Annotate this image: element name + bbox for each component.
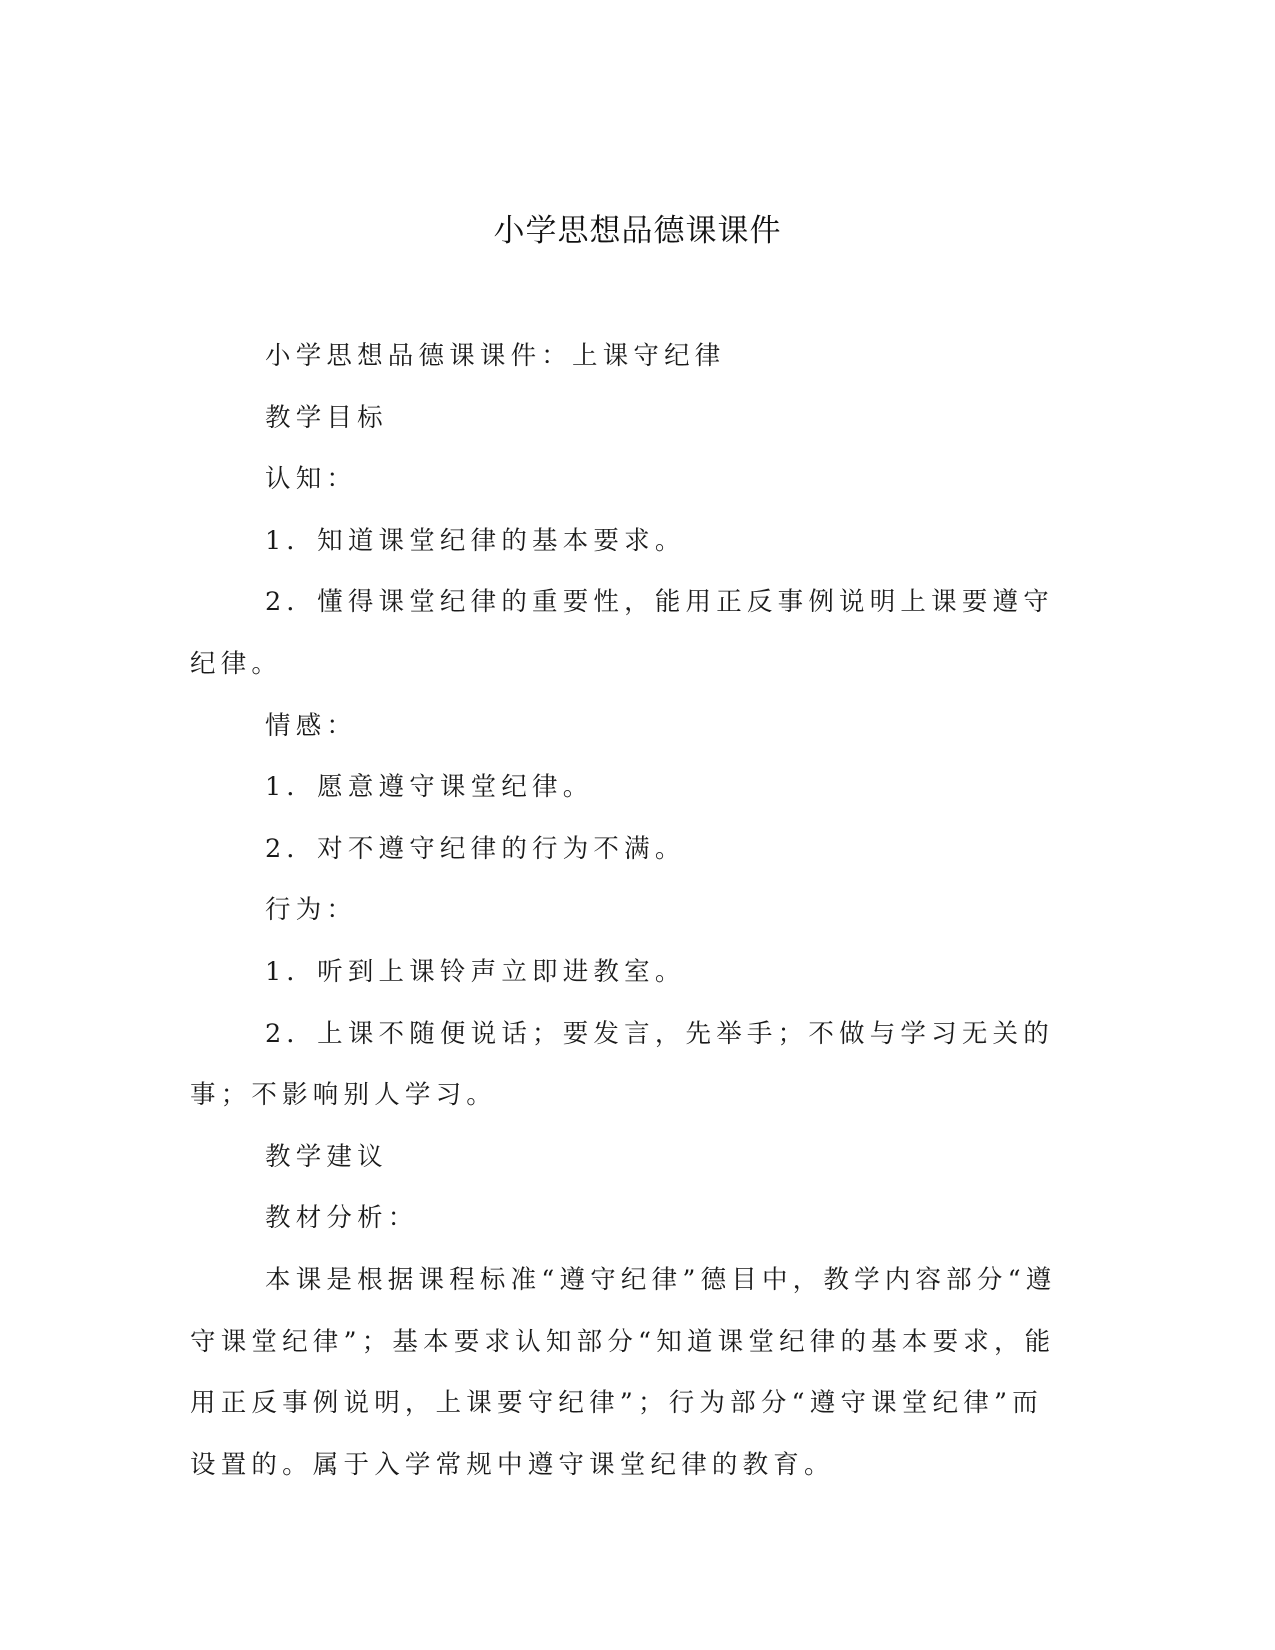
paragraph-cognition-item-1: 1．知道课堂纪律的基本要求。 bbox=[265, 525, 686, 556]
paragraph-heading-teaching-suggestions: 教学建议 bbox=[265, 1141, 388, 1172]
document-body bbox=[190, 326, 1070, 1496]
paragraph-cognition-item-2: 2．懂得课堂纪律的重要性，能用正反事例说明上课要遵守纪律。 bbox=[190, 587, 1054, 679]
paragraph-heading-behavior: 行为： bbox=[265, 895, 358, 926]
document-title: 小学思想品德课课件 bbox=[493, 213, 782, 249]
paragraph-heading-material-analysis: 教材分析： bbox=[265, 1203, 419, 1234]
paragraph-behavior-item-1: 1．听到上课铃声立即进教室。 bbox=[265, 956, 686, 987]
paragraph-heading-teaching-goals: 教学目标 bbox=[265, 402, 388, 433]
paragraph-emotion-item-1: 1．愿意遵守课堂纪律。 bbox=[265, 772, 594, 803]
paragraph-behavior-item-2: 2．上课不随便说话；要发言，先举手；不做与学习无关的事；不影响别人学习。 bbox=[190, 1018, 1054, 1111]
paragraph-emotion-item-2: 2．对不遵守纪律的行为不满。 bbox=[265, 833, 686, 864]
paragraph-subtitle: 小学思想品德课课件：上课守纪律 bbox=[265, 341, 726, 371]
paragraph-heading-emotion: 情感： bbox=[265, 710, 358, 741]
paragraph-material-analysis-body: 本课是根据课程标准“遵守纪律”德目中，教学内容部分“遵守课堂纪律”；基本要求认知部分“知道课堂纪律的基本要求，能用正反事例说明，上课要守纪律”；行为部分“遵守课堂纪律”而设置的。属于入学常规中遵守课堂纪律的教育。 bbox=[190, 1264, 1057, 1480]
paragraph-heading-cognition: 认知： bbox=[265, 464, 358, 495]
